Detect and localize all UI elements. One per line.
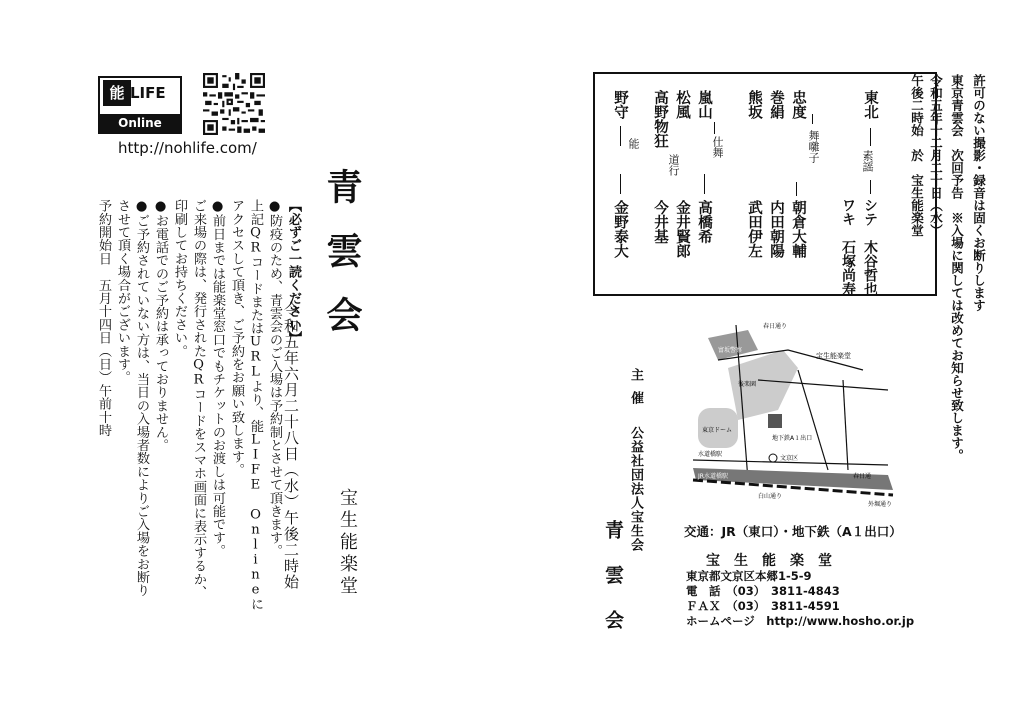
notice-line: させて頂く場合がございます。: [115, 199, 130, 384]
program-title: 巻絹: [768, 90, 785, 119]
event-date: 令和五年六月二十八日（水）午後二時始: [282, 302, 300, 590]
program-kind: 仕舞: [711, 136, 724, 158]
dash: [714, 122, 716, 134]
contact-web[interactable]: ホームページ http://www.hosho.or.jp: [686, 614, 915, 628]
venue-name: 宝生能楽堂: [337, 488, 358, 598]
contact-fax: ＦＡＸ （03） 3811-4591: [686, 599, 840, 613]
notice-line: ●前日までは能楽堂窓口でもチケットのお渡しは可能です。: [210, 199, 225, 558]
program-title: 熊坂: [746, 90, 763, 119]
program-role: 内田朝陽: [768, 200, 785, 258]
program-title: 忠度: [790, 90, 807, 119]
program-role: 朝倉大輔: [790, 200, 807, 258]
map-label: 文京区: [780, 455, 799, 462]
program-kind: 素謡: [861, 150, 874, 172]
notice-line: アクセスして頂き、ご予約をお願い致します。: [229, 199, 244, 477]
notice-line: ●防疫のため、青雲会のご入場は予約制とさせて頂きます。: [267, 199, 282, 558]
map-label: 白山通り: [758, 493, 783, 500]
next-event-date: 令和五年十二月二十日（水）: [928, 74, 944, 237]
map-label: JR水道橋駅: [698, 473, 728, 480]
dash: [812, 114, 814, 124]
logo-brand: LIFE: [130, 84, 166, 102]
program-role: 武田伊左: [746, 200, 763, 258]
map-label: 富坂警察: [718, 347, 743, 354]
map-label: 地下鉄A１出口: [772, 435, 813, 442]
map-label: 後楽園: [738, 381, 757, 388]
recording-notice: 許可のない撮影・録音は固くお断りします: [971, 74, 987, 312]
map-label: 春日通: [853, 473, 872, 480]
nohlife-logo: [98, 76, 182, 134]
next-event-time: 午後二時始 於 宝生能楽堂: [909, 74, 925, 237]
notice-heading: 【必ずご一読ください】: [286, 199, 301, 345]
host-org: 公益社団法人宝生会: [628, 426, 643, 552]
notice-line: 上記QRコードまたはURLより、能LIFE Onlineに: [248, 199, 263, 611]
program-title: 嵐山: [696, 90, 713, 119]
host-label: 主催: [628, 368, 643, 414]
notice-line: ●ご予約されていない方は、当日の入場者数によりご入場をお断り: [134, 199, 149, 597]
map-label: 外堀通り: [868, 501, 893, 508]
program-role: 金野泰大: [612, 200, 629, 258]
logo-online: Online: [100, 114, 180, 132]
access-map: [688, 320, 898, 510]
qr-code-icon[interactable]: [203, 73, 265, 135]
logo-mark: 能: [103, 80, 131, 106]
program-title: 高野物狂: [652, 90, 669, 148]
program-role: 今井基: [652, 200, 669, 244]
notice-line: 印刷してお持ちください。: [172, 199, 187, 358]
access-info: 交通：JR（東口）・地下鉄（A１出口）: [684, 524, 902, 539]
notice-line: 予約開始日 五月十四日（日）午前十時: [96, 199, 111, 437]
program-title: 野守: [612, 90, 629, 119]
program-kind: 能: [627, 138, 640, 149]
map-label: 宝生能楽堂: [816, 352, 851, 360]
contact-tel: 電 話 （03） 3811-4843: [686, 584, 840, 598]
map-label: 水道橋駅: [698, 451, 723, 458]
program-title: 松風: [674, 90, 691, 119]
concert-title: 青雲会: [321, 168, 363, 360]
program-role: シテ 木谷哲也: [862, 198, 878, 296]
map-label: 東京ドーム: [702, 427, 733, 434]
notice-line: ご来場の際は、発行されたQRコードをスマホ画面に表示するか、: [191, 199, 206, 599]
program-title: 東北: [862, 90, 879, 119]
website-url[interactable]: http://nohlife.com/: [118, 139, 257, 157]
program-kind: 舞囃子: [807, 130, 820, 163]
dash: [870, 128, 872, 146]
program-box: [593, 72, 937, 296]
reservation-notice: [94, 199, 303, 669]
contact-name: 宝 生 能 楽 堂: [706, 553, 832, 569]
program-role: 高橋希: [696, 200, 713, 244]
dash: [870, 180, 872, 194]
dash: [620, 126, 622, 146]
next-event-notice: 東京青雲会 次回予告 ※入場に関しては改めてお知らせ致します。: [949, 74, 965, 462]
program-kind: 道行: [667, 154, 680, 176]
dash: [620, 174, 622, 194]
dash: [704, 174, 706, 194]
notice-line: ●お電話でのご予約は承っておりません。: [153, 199, 168, 452]
program-role: 金井賢郎: [674, 200, 691, 258]
group-name: 青雲会: [602, 520, 624, 655]
program-role: ワキ 石塚尚寿: [840, 198, 856, 296]
map-label: 春日通り: [763, 323, 788, 330]
contact-address: 東京都文京区本郷1-5-9: [686, 569, 812, 583]
dash: [796, 182, 798, 196]
